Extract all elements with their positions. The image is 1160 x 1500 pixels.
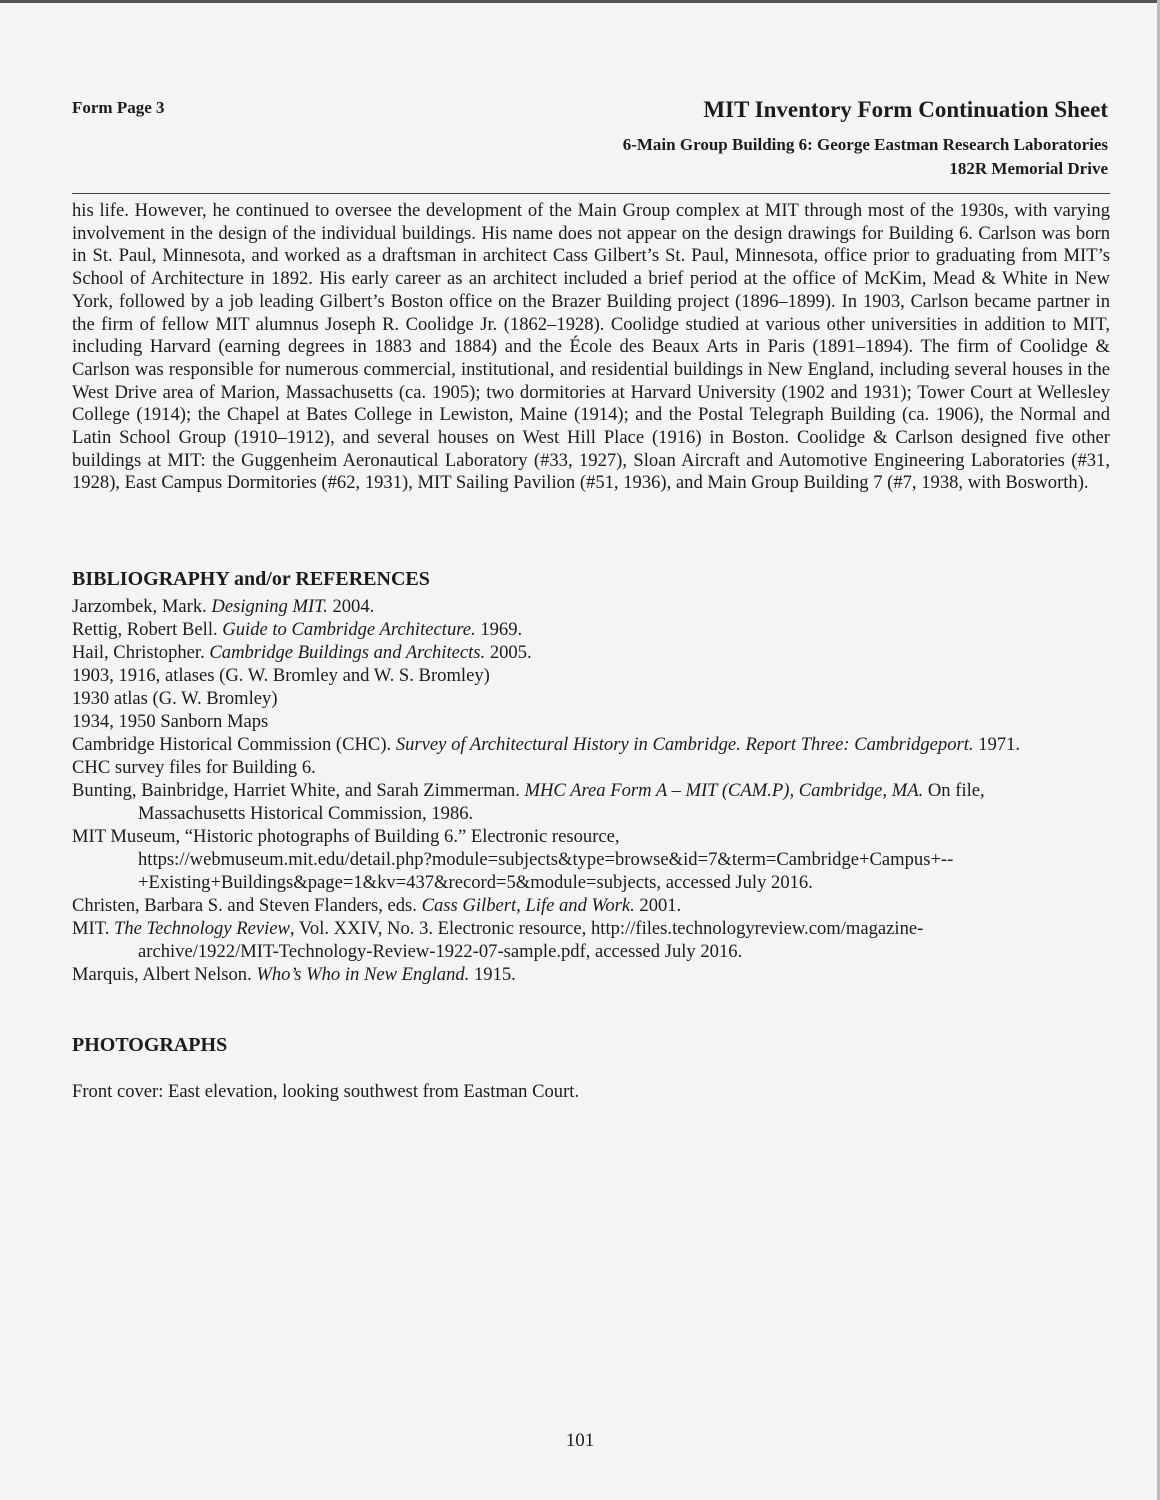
- bibliography-entry: [72, 687, 1122, 710]
- bibliography-list: [72, 595, 1122, 986]
- bibliography-entry-text: 1903, 1916, atlases (G. W. Bromley and W. S. Bromley): [72, 665, 490, 686]
- bibliography-entry-title: Cass Gilbert, Life and Work.: [421, 895, 635, 916]
- bibliography-entry-suffix: , Vol. XXIV, No. 3. Electronic resource, http://files.technologyreview.com/magazine-: [289, 918, 924, 939]
- bibliography-entry-text: Hail, Christopher.: [72, 642, 210, 663]
- bibliography-entry: [72, 848, 1122, 871]
- bibliography-entry: [72, 756, 1122, 779]
- address-subtitle: 182R Memorial Drive: [949, 159, 1108, 178]
- bibliography-entry-text: Christen, Barbara S. and Steven Flanders, eds.: [72, 895, 422, 916]
- bibliography-entry-text: Massachusetts Historical Commission, 1986.: [138, 803, 474, 824]
- header-divider: [72, 193, 1110, 194]
- photo-caption: Front cover: East elevation, looking southwest from Eastman Court.: [72, 1081, 580, 1102]
- bibliography-entry-title: Designing MIT.: [211, 596, 328, 617]
- bibliography-entry-title: Survey of Architectural History in Cambridge. Report Three: Cambridgeport.: [395, 734, 974, 755]
- bibliography-entry-title: Cambridge Buildings and Architects.: [209, 642, 486, 663]
- bibliography-entry: [72, 779, 1122, 802]
- bibliography-entry: [72, 871, 1122, 894]
- bibliography-entry: [72, 894, 1122, 917]
- bibliography-entry-suffix: 2004.: [327, 596, 375, 617]
- sheet-title: MIT Inventory Form Continuation Sheet: [703, 97, 1108, 122]
- bibliography-entry-text: Jarzombek, Mark.: [72, 596, 212, 617]
- bibliography-entry: [72, 618, 1122, 641]
- bibliography-entry-title: Who’s Who in New England.: [256, 964, 470, 985]
- page-number: 101: [565, 1430, 595, 1451]
- bibliography-entry: [72, 641, 1122, 664]
- bibliography-entry: [72, 733, 1122, 756]
- bibliography-entry-text: +Existing+Buildings&page=1&kv=437&record=5&module=subjects, accessed July 2016.: [138, 872, 813, 893]
- bibliography-entry: [72, 802, 1122, 825]
- bibliography-entry-suffix: 2001.: [634, 895, 682, 916]
- bibliography-entry: [72, 940, 1122, 963]
- bibliography-entry-suffix: 1971.: [973, 734, 1021, 755]
- bibliography-entry-text: 1930 atlas (G. W. Bromley): [72, 688, 278, 709]
- bibliography-entry-text: 1934, 1950 Sanborn Maps: [72, 711, 269, 732]
- bibliography-entry: [72, 664, 1122, 687]
- bibliography-entry: [72, 963, 1122, 986]
- building-subtitle: 6-Main Group Building 6: George Eastman Research Laboratories: [622, 135, 1108, 154]
- bibliography-heading: BIBLIOGRAPHY and/or REFERENCES: [72, 568, 430, 590]
- bibliography-entry-text: Rettig, Robert Bell.: [72, 619, 223, 640]
- bibliography-entry: [72, 710, 1122, 733]
- bibliography-entry-text: archive/1922/MIT-Technology-Review-1922-07-sample.pdf, accessed July 2016.: [138, 941, 743, 962]
- body-paragraph: his life. However, he continued to oversee the development of the Main Group complex at MIT through most of the 1930s, with varying involvement in the design of the individual buildings. His name does not appear on the design drawings for Building 6. Carlson was born in St. Paul, Minnesota, and worked as a draftsman in architect Cass Gilbert’s St. Paul, Minnesota, office prior to graduating from MIT’s School of Architecture in 1892. His early career as an architect included a brief period at the office of McKim, Mead & White in New York, followed by a job leading Gilbert’s Boston office on the Brazer Building project (1896–1899). In 1903, Carlson became partner in the firm of fellow MIT alumnus Joseph R. Coolidge Jr. (1862–1928). Coolidge studied at various other universities in addition to MIT, including Harvard (earning degrees in 1883 and 1884) and the École des Beaux Arts in Paris (1891–1894). The firm of Coolidge & Carlson was responsible for numerous commercial, institutional, and residential buildings in New England, including several houses in the West Drive area of Marion, Massachusetts (ca. 1905); two dormitories at Harvard University (1902 and 1931); Tower Court at Wellesley College (1914); the Chapel at Bates College in Lewiston, Maine (1914); and the Postal Telegraph Building (ca. 1906), the Normal and Latin School Group (1910–1912), and several houses on West Hill Place (1916) in Boston. Coolidge & Carlson designed five other buildings at MIT: the Guggenheim Aeronautical Laboratory (#33, 1927), Sloan Aircraft and Automotive Engineering Laboratories (#31, 1928), East Campus Dormitories (#62, 1931), MIT Sailing Pavilion (#51, 1936), and Main Group Building 7 (#7, 1938, with Bosworth).: [72, 200, 1110, 494]
- bibliography-entry-text: Bunting, Bainbridge, Harriet White, and Sarah Zimmerman.: [72, 780, 525, 801]
- bibliography-entry-text: CHC survey files for Building 6.: [72, 757, 316, 778]
- bibliography-entry-suffix: 2005.: [485, 642, 532, 663]
- bibliography-entry-text: MIT.: [72, 918, 114, 939]
- bibliography-entry-title: The Technology Review: [114, 918, 290, 939]
- bibliography-entry-text: Cambridge Historical Commission (CHC).: [72, 734, 396, 755]
- bibliography-entry: [72, 595, 1122, 618]
- bibliography-entry-text: https://webmuseum.mit.edu/detail.php?module=subjects&type=browse&id=7&term=Cambridge+Campus+--: [138, 849, 954, 870]
- bibliography-entry-suffix: 1915.: [469, 964, 516, 985]
- bibliography-entry-text: Marquis, Albert Nelson.: [72, 964, 257, 985]
- scan-top-border: [0, 0, 1160, 3]
- bibliography-entry-suffix: On file,: [923, 780, 985, 801]
- bibliography-entry-title: MHC Area Form A – MIT (CAM.P), Cambridge, MA.: [524, 780, 924, 801]
- bibliography-entry-suffix: 1969.: [475, 619, 523, 640]
- bibliography-entry: [72, 917, 1122, 940]
- bibliography-entry: [72, 825, 1122, 848]
- bibliography-entry-title: Guide to Cambridge Architecture.: [222, 619, 476, 640]
- photographs-heading: PHOTOGRAPHS: [72, 1034, 228, 1056]
- bibliography-entry-text: MIT Museum, “Historic photographs of Building 6.” Electronic resource,: [72, 826, 620, 847]
- form-page-label: Form Page 3: [72, 98, 165, 117]
